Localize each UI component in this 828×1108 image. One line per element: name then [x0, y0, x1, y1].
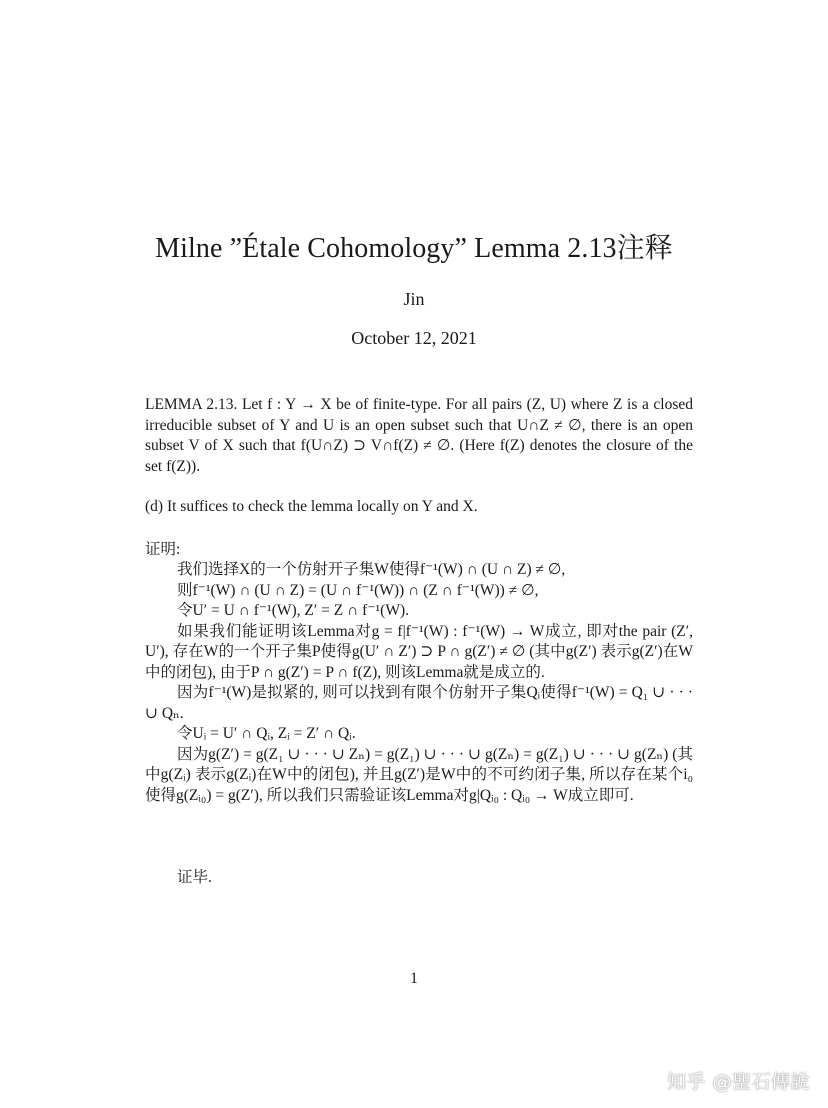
page-number: 1: [410, 970, 418, 987]
qed-text: 证毕.: [177, 869, 212, 886]
part-d-text: (d) It suffices to check the lemma locally on Y and X.: [145, 498, 478, 515]
proof-paragraph: 因为g(Z′) = g(Z₁ ∪ · · · ∪ Zₙ) = g(Z₁) ∪ · · · ∪ g(Zₙ) = g(Z₁) ∪ · · · ∪ g(Zₙ) (其中g(Zᵢ) 表示g(Zᵢ)在W中的闭包), 并且g(Z′)是W中的不可约闭子集, 所以存在某个i₀使得g(Zᵢ₀) = g(Z′), 所以我们只需验证该Lemma对g|Qᵢ₀ : Qᵢ₀ → W成立即可.: [145, 745, 693, 804]
proof-heading-text: 证明:: [145, 541, 181, 558]
proof-paragraph: 我们选择X的一个仿射开子集W使得f⁻¹(W) ∩ (U ∩ Z) ≠ ∅,: [177, 561, 566, 578]
proof-body: [145, 560, 693, 806]
watermark: 知乎 @聖石傳說: [666, 1071, 810, 1093]
proof-paragraph: 令U′ = U ∩ f⁻¹(W), Z′ = Z ∩ f⁻¹(W).: [177, 602, 409, 619]
author-name: Jin: [403, 289, 425, 309]
qed: [145, 868, 693, 889]
proof-paragraph: 如果我们能证明该Lemma对g = f|f⁻¹(W) : f⁻¹(W) → W成立, 即对the pair (Z′, U′), 存在W的一个开子集P使得g(U′ ∩ Z′) ⊃ P ∩ g(Z′) ≠ ∅ (其中g(Z′) 表示g(Z′)在W中的闭包), 由于P ∩ g(Z′) = P ∩ f(Z), 则该Lemma就是成立的.: [145, 622, 693, 681]
proof-paragraph: 则f⁻¹(W) ∩ (U ∩ Z) = (U ∩ f⁻¹(W)) ∩ (Z ∩ f⁻¹(W)) ≠ ∅,: [177, 581, 539, 599]
document-date: October 12, 2021: [351, 328, 477, 348]
proof-paragraph: 令Uᵢ = U′ ∩ Qᵢ, Zᵢ = Z′ ∩ Qᵢ.: [177, 725, 356, 742]
lemma-statement: [145, 395, 693, 477]
lemma-text: LEMMA 2.13. Let f : Y → X be of finite-type. For all pairs (Z, U) where Z is a closed irreducible subset of Y and U is an open subset such that U∩Z ≠ ∅, there is an open subset V of X such that f(U∩Z) ⊃ V∩f(Z) ≠ ∅. (Here f(Z) denotes the closure of the set f(Z)).: [145, 396, 693, 475]
proof-heading: [145, 540, 693, 561]
part-d: [145, 497, 693, 518]
proof-paragraph: 因为f⁻¹(W)是拟紧的, 则可以找到有限个仿射开子集Qᵢ使得f⁻¹(W) = Q₁ ∪ · · · ∪ Qₙ.: [145, 684, 693, 722]
document-title: Milne ”Étale Cohomology” Lemma 2.13注释: [155, 233, 673, 264]
